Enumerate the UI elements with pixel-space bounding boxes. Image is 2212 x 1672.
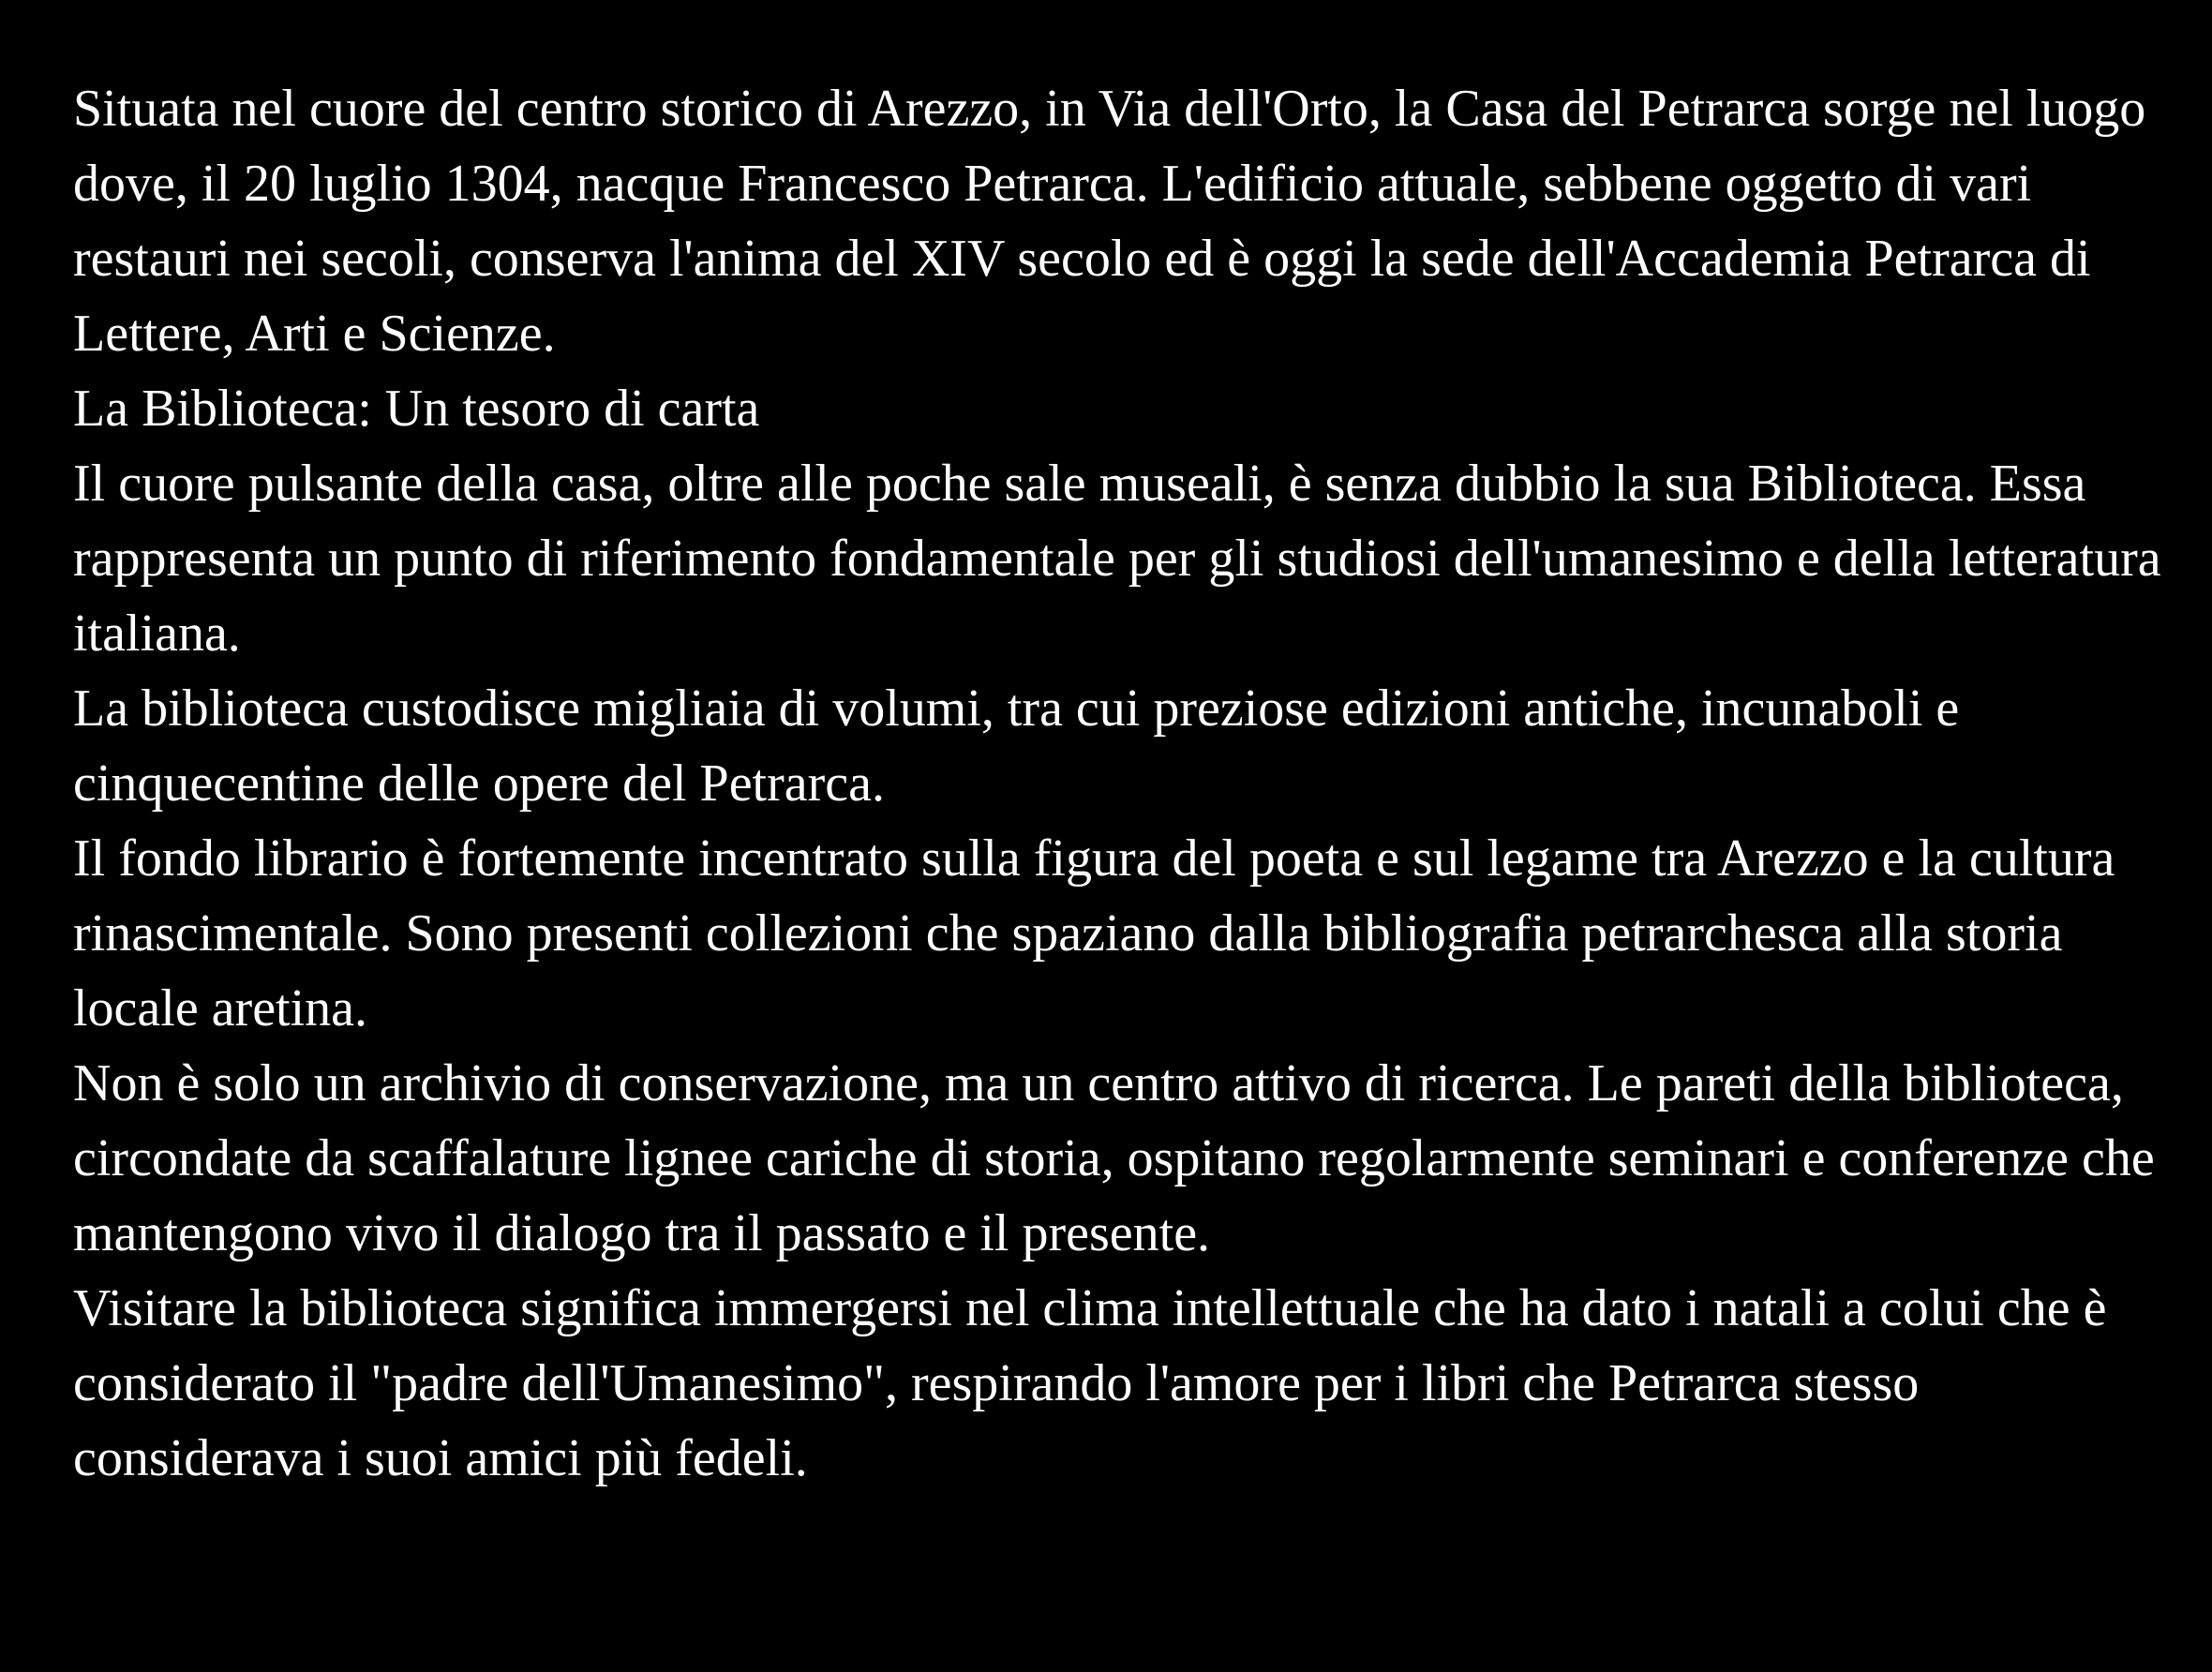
paragraph-visitare: Visitare la biblioteca significa immergersi nel clima intellettuale che ha dato i natali a colui che è considerato il "padre dell'Umanesimo", respirando l'amore per i libri che Petrarca stesso considerava i suoi amici più fedeli. (73, 1279, 2107, 1487)
paragraph-volumi: La biblioteca custodisce migliaia di volumi, tra cui preziose edizioni antiche, incunaboli e cinquecentine delle opere del Petrarca. (73, 679, 1960, 813)
paragraph-fondo-librario: Il fondo librario è fortemente incentrato sulla figura del poeta e sul legame tra Arezzo e la cultura rinascimentale. Sono presenti collezioni che spaziano dalla bibliografia petrarchesca alla storia locale aretina. (73, 829, 2115, 1038)
intro-paragraph: Situata nel cuore del centro storico di Arezzo, in Via dell'Orto, la Casa del Petrarca sorge nel luogo dove, il 20 luglio 1304, nacque Francesco Petrarca. L'edificio attuale, sebbene oggetto di vari restauri nei secoli, conserva l'anima del XIV secolo ed è oggi la sede dell'Accademia Petrarca di Lettere, Arti e Scienze. (73, 80, 2146, 363)
paragraph-cuore-pulsante: Il cuore pulsante della casa, oltre alle poche sale museali, è senza dubbio la sua Biblioteca. Essa rappresenta un punto di riferimento fondamentale per gli studiosi dell'umanesimo e della letteratura italiana. (73, 455, 2161, 663)
paragraph-centro-ricerca: Non è solo un archivio di conservazione, ma un centro attivo di ricerca. Le pareti della biblioteca, circondate da scaffalature lignee cariche di storia, ospitano regolarmente seminari e conferenze che mantengono vivo il dialogo tra il passato e il presente. (73, 1054, 2155, 1262)
section-heading-biblioteca: La Biblioteca: Un tesoro di carta (73, 380, 760, 438)
body-text (73, 71, 2173, 1496)
